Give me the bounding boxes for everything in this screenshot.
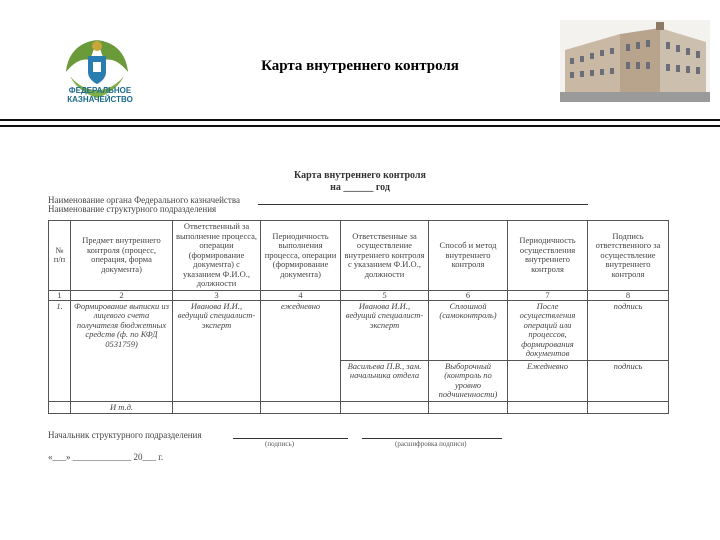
header-cell: Подпись ответственного за осуществление внутреннего контроля <box>588 221 669 291</box>
empty-cell <box>49 401 71 414</box>
header-cell: Периодичность выполнения процесса, операции (формирование документа) <box>261 221 341 291</box>
column-number: 5 <box>341 290 429 300</box>
dept-label: Наименование структурного подразделения <box>48 204 217 214</box>
column-number: 8 <box>588 290 669 300</box>
control-subject: Формирование выписки из лицевого счета получателя бюджетных средств (ф. по КФД 0531759) <box>71 300 173 401</box>
column-number: 6 <box>429 290 508 300</box>
controller: Иванова И.И., ведущий специалист-эксперт <box>341 300 429 360</box>
responsible-person: Иванова И.И., ведущий специалист-эксперт <box>173 300 261 401</box>
empty-cell <box>508 401 588 414</box>
signature: подпись <box>588 360 669 401</box>
control-periodicity: Ежедневно <box>508 360 588 401</box>
header-cell: № п/п <box>49 221 71 291</box>
signature: подпись <box>588 300 669 360</box>
empty-cell <box>588 401 669 414</box>
column-number: 7 <box>508 290 588 300</box>
logo-line-1: ФЕДЕРАЛЬНОЕ <box>68 86 132 95</box>
signature-line <box>233 428 348 439</box>
etc-cell: И т.д. <box>71 401 173 414</box>
column-number: 2 <box>71 290 173 300</box>
column-number: 3 <box>173 290 261 300</box>
header-cell: Периодичность осуществления внутреннего контроля <box>508 221 588 291</box>
org-name-line <box>258 195 588 205</box>
empty-cell <box>429 401 508 414</box>
table-row <box>49 401 669 414</box>
decode-line <box>362 428 502 439</box>
table-header-row <box>49 221 669 291</box>
head-label: Начальник структурного подразделения <box>48 430 202 440</box>
control-method: Выборочный (контроль по уровню подчиненности) <box>429 360 508 401</box>
controller: Васильева П.В., зам. начальника отдела <box>341 360 429 401</box>
slide-title: Карта внутреннего контроля <box>261 58 459 74</box>
document-subtitle: на ______ год <box>330 182 390 193</box>
table-row <box>49 300 669 360</box>
empty-cell <box>261 401 341 414</box>
column-number: 1 <box>49 290 71 300</box>
control-map-table <box>48 220 669 414</box>
empty-cell <box>173 401 261 414</box>
row-number: 1. <box>49 300 71 401</box>
divider-line <box>0 119 720 121</box>
divider-line <box>0 125 720 127</box>
control-periodicity: После осуществления операций или процессов, формирования документов <box>508 300 588 360</box>
header-cell: Ответственный за выполнение процесса, операции (формирование документа) с указанием Ф.И.О., должности <box>173 221 261 291</box>
column-number-row <box>49 290 669 300</box>
empty-cell <box>341 401 429 414</box>
header-cell: Предмет внутреннего контроля (процесс, операция, форма документа) <box>71 221 173 291</box>
process-periodicity: ежедневно <box>261 300 341 401</box>
org-label: Наименование органа Федерального казначейства <box>48 195 240 205</box>
sign-caption: (подпись) <box>265 440 295 448</box>
treasury-building-photo <box>560 20 710 102</box>
date-line: «___» _____________ 20___ г. <box>48 452 164 462</box>
header-cell: Способ и метод внутреннего контроля <box>429 221 508 291</box>
control-method: Сплошной (самоконтроль) <box>429 300 508 360</box>
logo-line-2: КАЗНАЧЕЙСТВО <box>67 95 133 104</box>
column-number: 4 <box>261 290 341 300</box>
document-title-text: Карта внутреннего контроля <box>294 170 426 181</box>
decode-caption: (расшифровка подписи) <box>395 440 467 448</box>
header-cell: Ответственные за осуществление внутреннего контроля с указанием Ф.И.О., должности <box>341 221 429 291</box>
logo-text <box>50 86 150 104</box>
document-title <box>240 170 480 194</box>
